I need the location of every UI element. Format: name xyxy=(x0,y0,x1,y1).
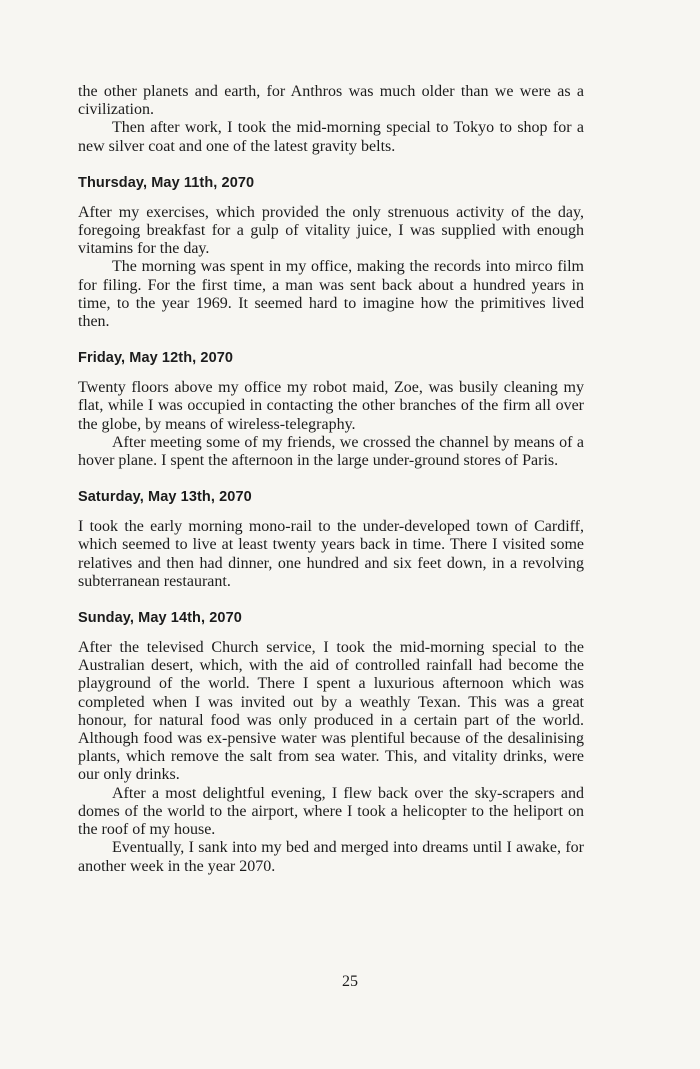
section-friday xyxy=(78,349,584,470)
thursday-paragraph-1: After my exercises, which provided the only strenuous activity of the day, foregoing breakfast for a gulp of vitality juice, I was supplied with enough vitamins for the day. xyxy=(78,203,584,258)
document-page xyxy=(78,83,584,876)
section-heading-thursday: Thursday, May 11th, 2070 xyxy=(78,174,255,191)
section-heading-sunday: Sunday, May 14th, 2070 xyxy=(78,610,242,627)
section-heading-friday: Friday, May 12th, 2070 xyxy=(78,350,234,367)
friday-paragraph-2: After meeting some of my friends, we crossed the channel by means of a hover plane. I spent the afternoon in the large under-ground stores of Paris. xyxy=(78,433,584,470)
saturday-paragraph-1: I took the early morning mono-rail to the under-developed town of Cardiff, which seemed to live at least twenty years back in time. There I visited some relatives and then had dinner, one hundred and six feet down, in a revolving subterranean restaurant. xyxy=(78,518,584,590)
intro-paragraph-1: the other planets and earth, for Anthros was much older than we were as a civilization. xyxy=(78,83,584,119)
section-saturday xyxy=(78,488,584,591)
sunday-paragraph-2: After a most delightful evening, I flew back over the sky-scrapers and domes of the world to the airport, where I took a helicopter to the heliport on the roof of my house. xyxy=(78,784,584,839)
sunday-paragraph-1: After the televised Church service, I took the mid-morning special to the Australian desert, which, with the aid of controlled rainfall had become the playground of the world. There I spent a luxurious afternoon which was completed when I was invited out by a weathly Texan. This was a great honour, for natural food was only produced in a certain part of the world. Although food was ex-pensive water was plentiful because of the desalinising plants, which remove the salt from sea water. This, and vitality drinks, were our only drinks. xyxy=(78,639,584,784)
section-sunday xyxy=(78,609,584,876)
page-number: 25 xyxy=(342,973,358,990)
section-thursday xyxy=(78,174,584,331)
sunday-paragraph-3: Eventually, I sank into my bed and merged into dreams until I awake, for another week in the year 2070. xyxy=(78,839,584,875)
section-heading-saturday: Saturday, May 13th, 2070 xyxy=(78,489,252,506)
friday-paragraph-1: Twenty floors above my office my robot maid, Zoe, was busily cleaning my flat, while I was occupied in contacting the other branches of the firm all over the globe, by means of wireless-telegraphy. xyxy=(78,379,584,433)
intro-paragraph-2: Then after work, I took the mid-morning special to Tokyo to shop for a new silver coat and one of the latest gravity belts. xyxy=(78,119,584,155)
thursday-paragraph-2: The morning was spent in my office, making the records into mirco film for filing. For the first time, a man was sent back about a hundred years in time, to the year 1969. It seemed hard to imagine how the primitives lived then. xyxy=(78,258,584,331)
